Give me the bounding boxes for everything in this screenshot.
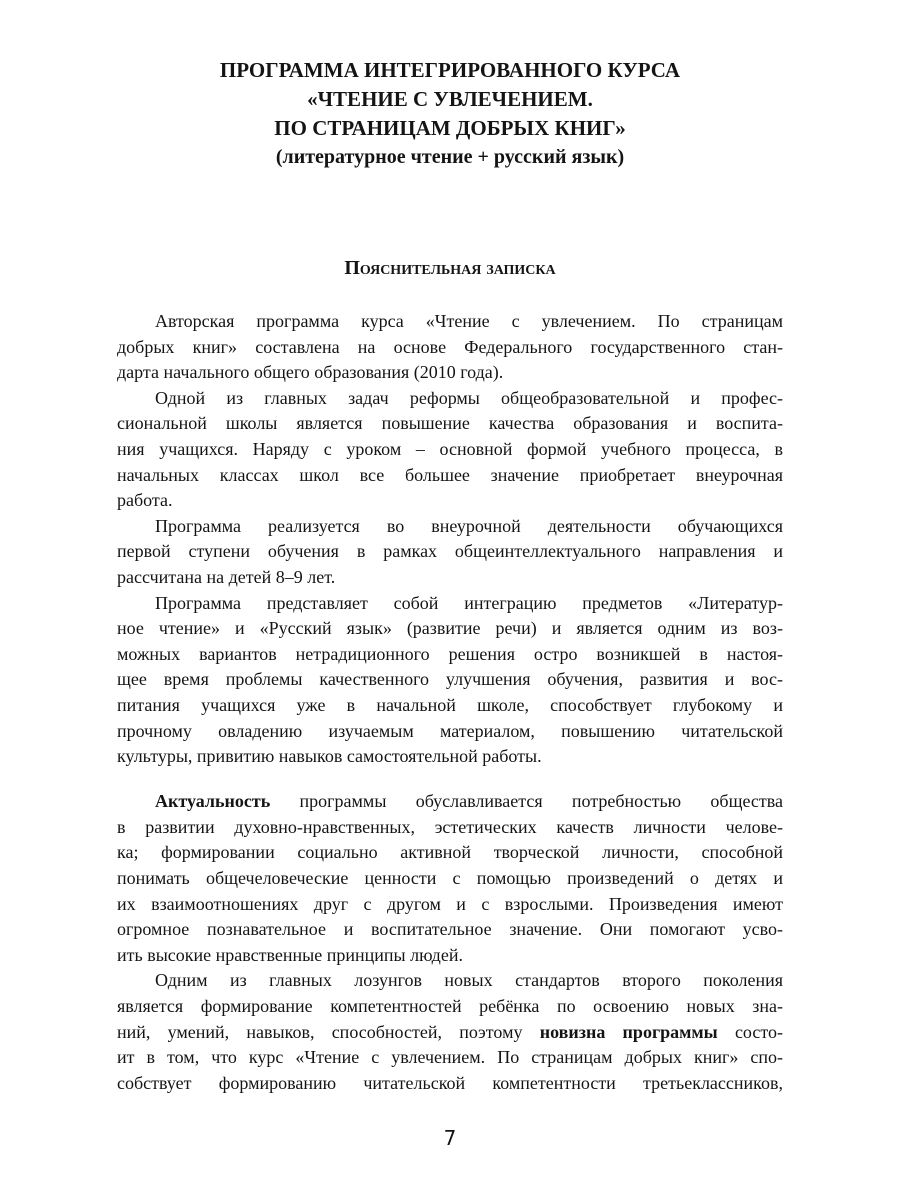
text-segment: рассчитана на детей 8–9 лет.	[117, 566, 336, 587]
text-line	[117, 386, 783, 412]
text-segment: понимать общечеловеческие ценности с помощью произведений о детях и	[117, 867, 783, 888]
bold-term: Актуальность	[155, 791, 271, 812]
text-segment: ит в том, что курс «Чтение с увлечением. По страницам добрых книг» спо-	[117, 1047, 783, 1068]
text-segment: ить высокие нравственные принципы людей.	[117, 944, 463, 965]
text-line	[117, 719, 783, 745]
text-line	[117, 994, 783, 1020]
text-segment: огромное познавательное и воспитательное значение. Они помогают усво-	[117, 919, 783, 940]
text-segment: Программа реализуется во внеурочной деятельности обучающихся	[155, 515, 783, 536]
text-line	[117, 892, 783, 918]
text-line	[117, 789, 783, 815]
text-segment: ний, умений, навыков, способностей, поэтому	[117, 1021, 540, 1042]
text-line	[117, 1045, 783, 1071]
text-line	[117, 565, 783, 591]
text-line	[117, 744, 783, 770]
document-title	[0, 56, 900, 172]
text-segment: начальных классах школ все большее значение приобретает внеурочная	[117, 464, 783, 485]
text-line	[117, 360, 783, 386]
paragraph	[117, 968, 783, 1096]
paragraph	[117, 386, 783, 514]
text-segment: добрых книг» составлена на основе Федерального государственного стан-	[117, 336, 783, 357]
text-line	[117, 514, 783, 540]
title-line: ПО СТРАНИЦАМ ДОБРЫХ КНИГ»	[274, 116, 626, 140]
text-segment: является формирование компетентностей ребёнка по освоению новых зна-	[117, 995, 783, 1016]
text-segment: программы обуславливается потребностью общества	[270, 791, 783, 812]
text-line	[117, 815, 783, 841]
text-line	[117, 840, 783, 866]
text-line	[117, 917, 783, 943]
text-segment: ния учащихся. Наряду с уроком – основной формой учебного процесса, в	[117, 438, 783, 459]
text-segment: щее время проблемы качественного улучшения обучения, развития и вос-	[117, 669, 783, 690]
text-line	[117, 693, 783, 719]
title-line: «ЧТЕНИЕ С УВЛЕЧЕНИЕМ.	[307, 87, 593, 111]
paragraph	[117, 591, 783, 770]
text-segment: их взаимоотношениях друг с другом и с взрослыми. Произведения имеют	[117, 893, 783, 914]
text-segment: Авторская программа курса «Чтение с увлечением. По страницам	[155, 311, 783, 331]
text-segment: первой ступени обучения в рамках общеинтеллектуального направления и	[117, 541, 783, 562]
text-segment: ка; формировании социально активной творческой личности, способной	[117, 842, 783, 863]
text-line	[117, 1071, 783, 1097]
text-line	[117, 591, 783, 617]
text-segment: состо-	[717, 1021, 783, 1042]
text-line	[117, 488, 783, 514]
text-segment: дарта начального общего образования (2010 года).	[117, 362, 504, 383]
text-segment: питания учащихся уже в начальной школе, способствует глубокому и	[117, 694, 783, 715]
text-segment: Одним из главных лозунгов новых стандартов второго поколения	[155, 970, 783, 991]
document-body	[117, 309, 783, 1096]
text-line	[117, 642, 783, 668]
text-line	[117, 667, 783, 693]
text-line	[117, 463, 783, 489]
bold-term: новизна программы	[539, 1021, 718, 1042]
text-line	[117, 943, 783, 969]
text-segment: в развитии духовно-нравственных, эстетических качеств личности челове-	[117, 816, 783, 837]
page-number: 7	[443, 1126, 457, 1150]
text-segment: прочному овладению изучаемым материалом, повышению читательской	[117, 720, 783, 741]
text-segment: культуры, привитию навыков самостоятельной работы.	[117, 746, 542, 767]
text-line	[117, 616, 783, 642]
text-line	[117, 1020, 783, 1046]
paragraph	[117, 789, 783, 968]
paragraph	[117, 309, 783, 386]
text-segment: можных вариантов нетрадиционного решения остро возникшей в настоя-	[117, 643, 783, 664]
text-segment: Одной из главных задач реформы общеобразовательной и профес-	[155, 387, 783, 408]
title-line: ПРОГРАММА ИНТЕГРИРОВАННОГО КУРСА	[219, 58, 681, 82]
text-segment: сиональной школы является повышение качества образования и воспита-	[117, 413, 783, 434]
text-line	[117, 309, 783, 335]
text-line	[117, 335, 783, 361]
section-heading: Пояснительная записка	[344, 257, 556, 279]
title-subtitle: (литературное чтение + русский язык)	[275, 146, 625, 168]
text-segment: собствует формированию читательской компетентности третьеклассников,	[117, 1072, 783, 1093]
text-segment: ное чтение» и «Русский язык» (развитие речи) и является одним из воз-	[117, 618, 783, 639]
text-segment: работа.	[117, 490, 173, 511]
text-line	[117, 968, 783, 994]
text-segment: Программа представляет собой интеграцию предметов «Литератур-	[155, 592, 783, 613]
paragraph	[117, 514, 783, 591]
text-line	[117, 866, 783, 892]
text-line	[117, 411, 783, 437]
text-line	[117, 437, 783, 463]
text-line	[117, 539, 783, 565]
